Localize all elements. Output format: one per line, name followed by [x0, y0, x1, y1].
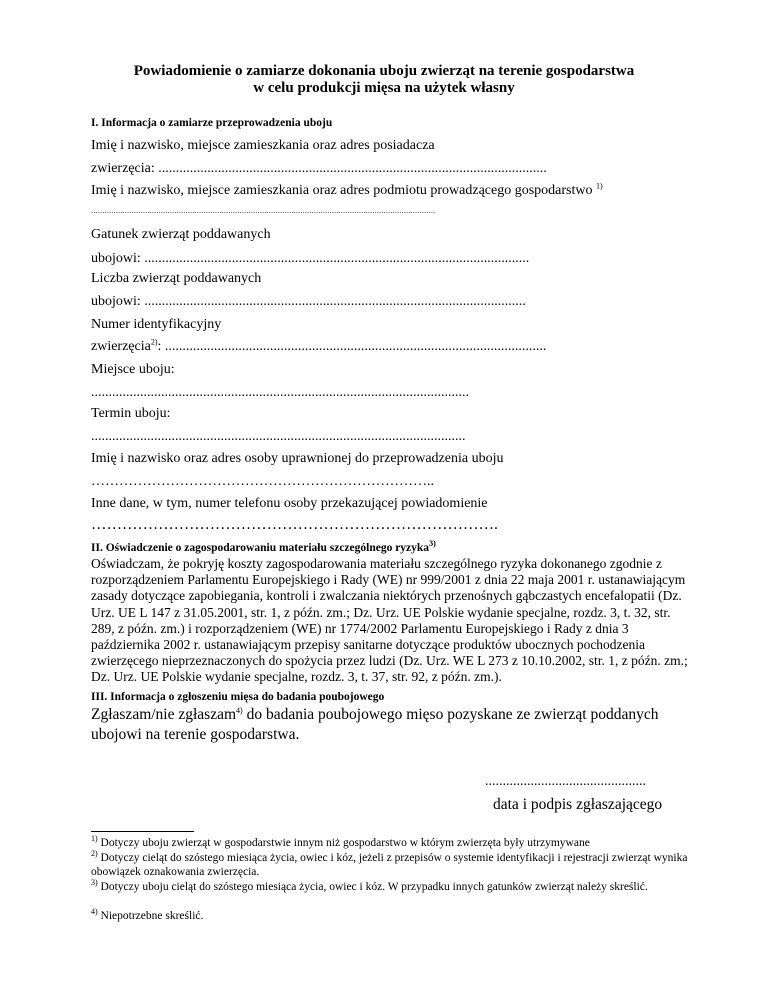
section-1-heading: I. Informacja o zamiarze przeprowadzenia uboju [91, 117, 333, 129]
section-3-body-rest: do badania poubojowego mięso pozyskane ze zwierząt poddanych ubojowi na terenie gospodarstwa. [91, 706, 659, 743]
id-field-line [91, 338, 546, 355]
section-3-body-start: Zgłaszam/nie zgłaszam [91, 706, 237, 723]
count-field-line: ubojowi: ............................................................................................................. [91, 294, 526, 309]
place-label: Miejsce uboju: [91, 362, 175, 377]
id-dots: : ............................................................................................................. [157, 339, 547, 354]
footnote-1 [91, 836, 691, 850]
section-3-heading: III. Informacja o zgłoszeniu mięsa do badania poubojowego [91, 691, 385, 703]
person-label: Imię i nazwisko oraz adres osoby uprawnionej do przeprowadzenia uboju [91, 451, 504, 466]
id-footnote-mark: 2) [150, 337, 158, 347]
signature-line: .............................................. [485, 774, 646, 789]
section-2-heading [91, 541, 436, 555]
footnote-1-mark: 1) [91, 834, 98, 844]
owner-field-line: zwierzęcia: ............................................................................................................... [91, 161, 547, 176]
document-title-line-2: w celu produkcji mięsa na użytek własny [253, 80, 515, 96]
footnote-3-mark: 3) [91, 878, 98, 888]
footnote-4-text: Niepotrzebne skreślić. [97, 910, 204, 922]
id-label: Numer identyfikacyjny [91, 317, 222, 332]
section-2-heading-text: II. Oświadczenie o zagospodarowaniu materiału szczególnego ryzyka [91, 542, 430, 554]
footnote-3 [91, 880, 691, 894]
date-field-line: ........................................................................................................... [91, 429, 466, 444]
date-label: Termin uboju: [91, 406, 171, 421]
section-2-footnote-mark: 3) [429, 539, 436, 549]
footnote-4 [91, 909, 691, 923]
id-prefix: zwierzęcia [91, 339, 151, 354]
footnote-4-mark: 4) [91, 907, 98, 917]
footnote-2 [91, 851, 691, 879]
operator-label-text: Imię i nazwisko, miejsce zamieszkania oraz adres podmiotu prowadzącego gospodarstwo [91, 183, 593, 198]
section-3-body [91, 705, 701, 745]
person-field-line: ……………………………………………………………….. [91, 474, 434, 489]
operator-footnote-mark: 1) [596, 181, 603, 191]
signature-label: data i podpis zgłaszającego [493, 796, 663, 813]
footnote-1-text: Dotyczy uboju zwierząt w gospodarstwie innym niż gospodarstwo w którym zwierzęta były utrzymywane [97, 837, 590, 849]
count-label: Liczba zwierząt poddawanych [91, 271, 262, 286]
owner-label: Imię i nazwisko, miejsce zamieszkania oraz adres posiadacza [91, 138, 435, 153]
other-field-line: ……………………………………………………………………. [91, 516, 498, 533]
footnote-3-text: Dotyczy uboju cieląt do szóstego miesiąca życia, owiec i kóz. W przypadku innych gatunków zwierząt należy skreślić. [97, 881, 648, 893]
operator-field-line: ......................................................................................................................................................... [91, 205, 436, 215]
section-3-footnote-mark: 4) [236, 705, 243, 715]
operator-label [91, 182, 603, 199]
species-label: Gatunek zwierząt poddawanych [91, 227, 271, 242]
species-field-line: ubojowi: .............................................................................................................. [91, 251, 530, 266]
place-field-line: ............................................................................................................ [91, 385, 469, 400]
footnote-2-text: Dotyczy cieląt do szóstego miesiąca życia, owiec i kóz, jeżeli z przepisów o systemie identyfikacji i rejestracji zwierząt wynika obowiązek oznakowania zwierzęcia. [91, 852, 688, 878]
other-label: Inne dane, w tym, numer telefonu osoby przekazującej powiadomienie [91, 496, 488, 511]
document-title-line-1: Powiadomienie o zamiarze dokonania uboju zwierząt na terenie gospodarstwa [133, 63, 635, 79]
footnote-separator [91, 831, 194, 832]
footnote-2-mark: 2) [91, 849, 98, 859]
section-2-body: Oświadczam, że pokryję koszty zagospodarowania materiału szczególnego ryzyka dokonanego zgodnie z rozporządzeniem Parlamentu Europejskiego i Rady (WE) nr 999/2001 z dnia 22 maja 2001 r. ustanawiającym zasady dotyczące zapobiegania, kontroli i zwalczania niektórych przenośnych gąbczastych encefalopatii (Dz. Urz. UE L 147 z 31.05.2001, str. 1, z późn. zm.; Dz. Urz. UE Polskie wydanie specjalne, rozdz. 3, t. 32, str. 289, z późn. zm.) i rozporządzeniem (WE) nr 1774/2002 Parlamentu Europejskiego i Rady z dnia 3 października 2002 r. ustanawiającym przepisy sanitarne dotyczące produktów ubocznych pochodzenia zwierzęcego nieprzeznaczonych do spożycia przez ludzi (Dz. Urz. WE L 273 z 10.10.2002, str. 1, z późn. zm.; Dz. Urz. UE Polskie wydanie specjalne, rozdz. 3, t. 37, str. 92, z późn. zm.). [91, 556, 688, 685]
